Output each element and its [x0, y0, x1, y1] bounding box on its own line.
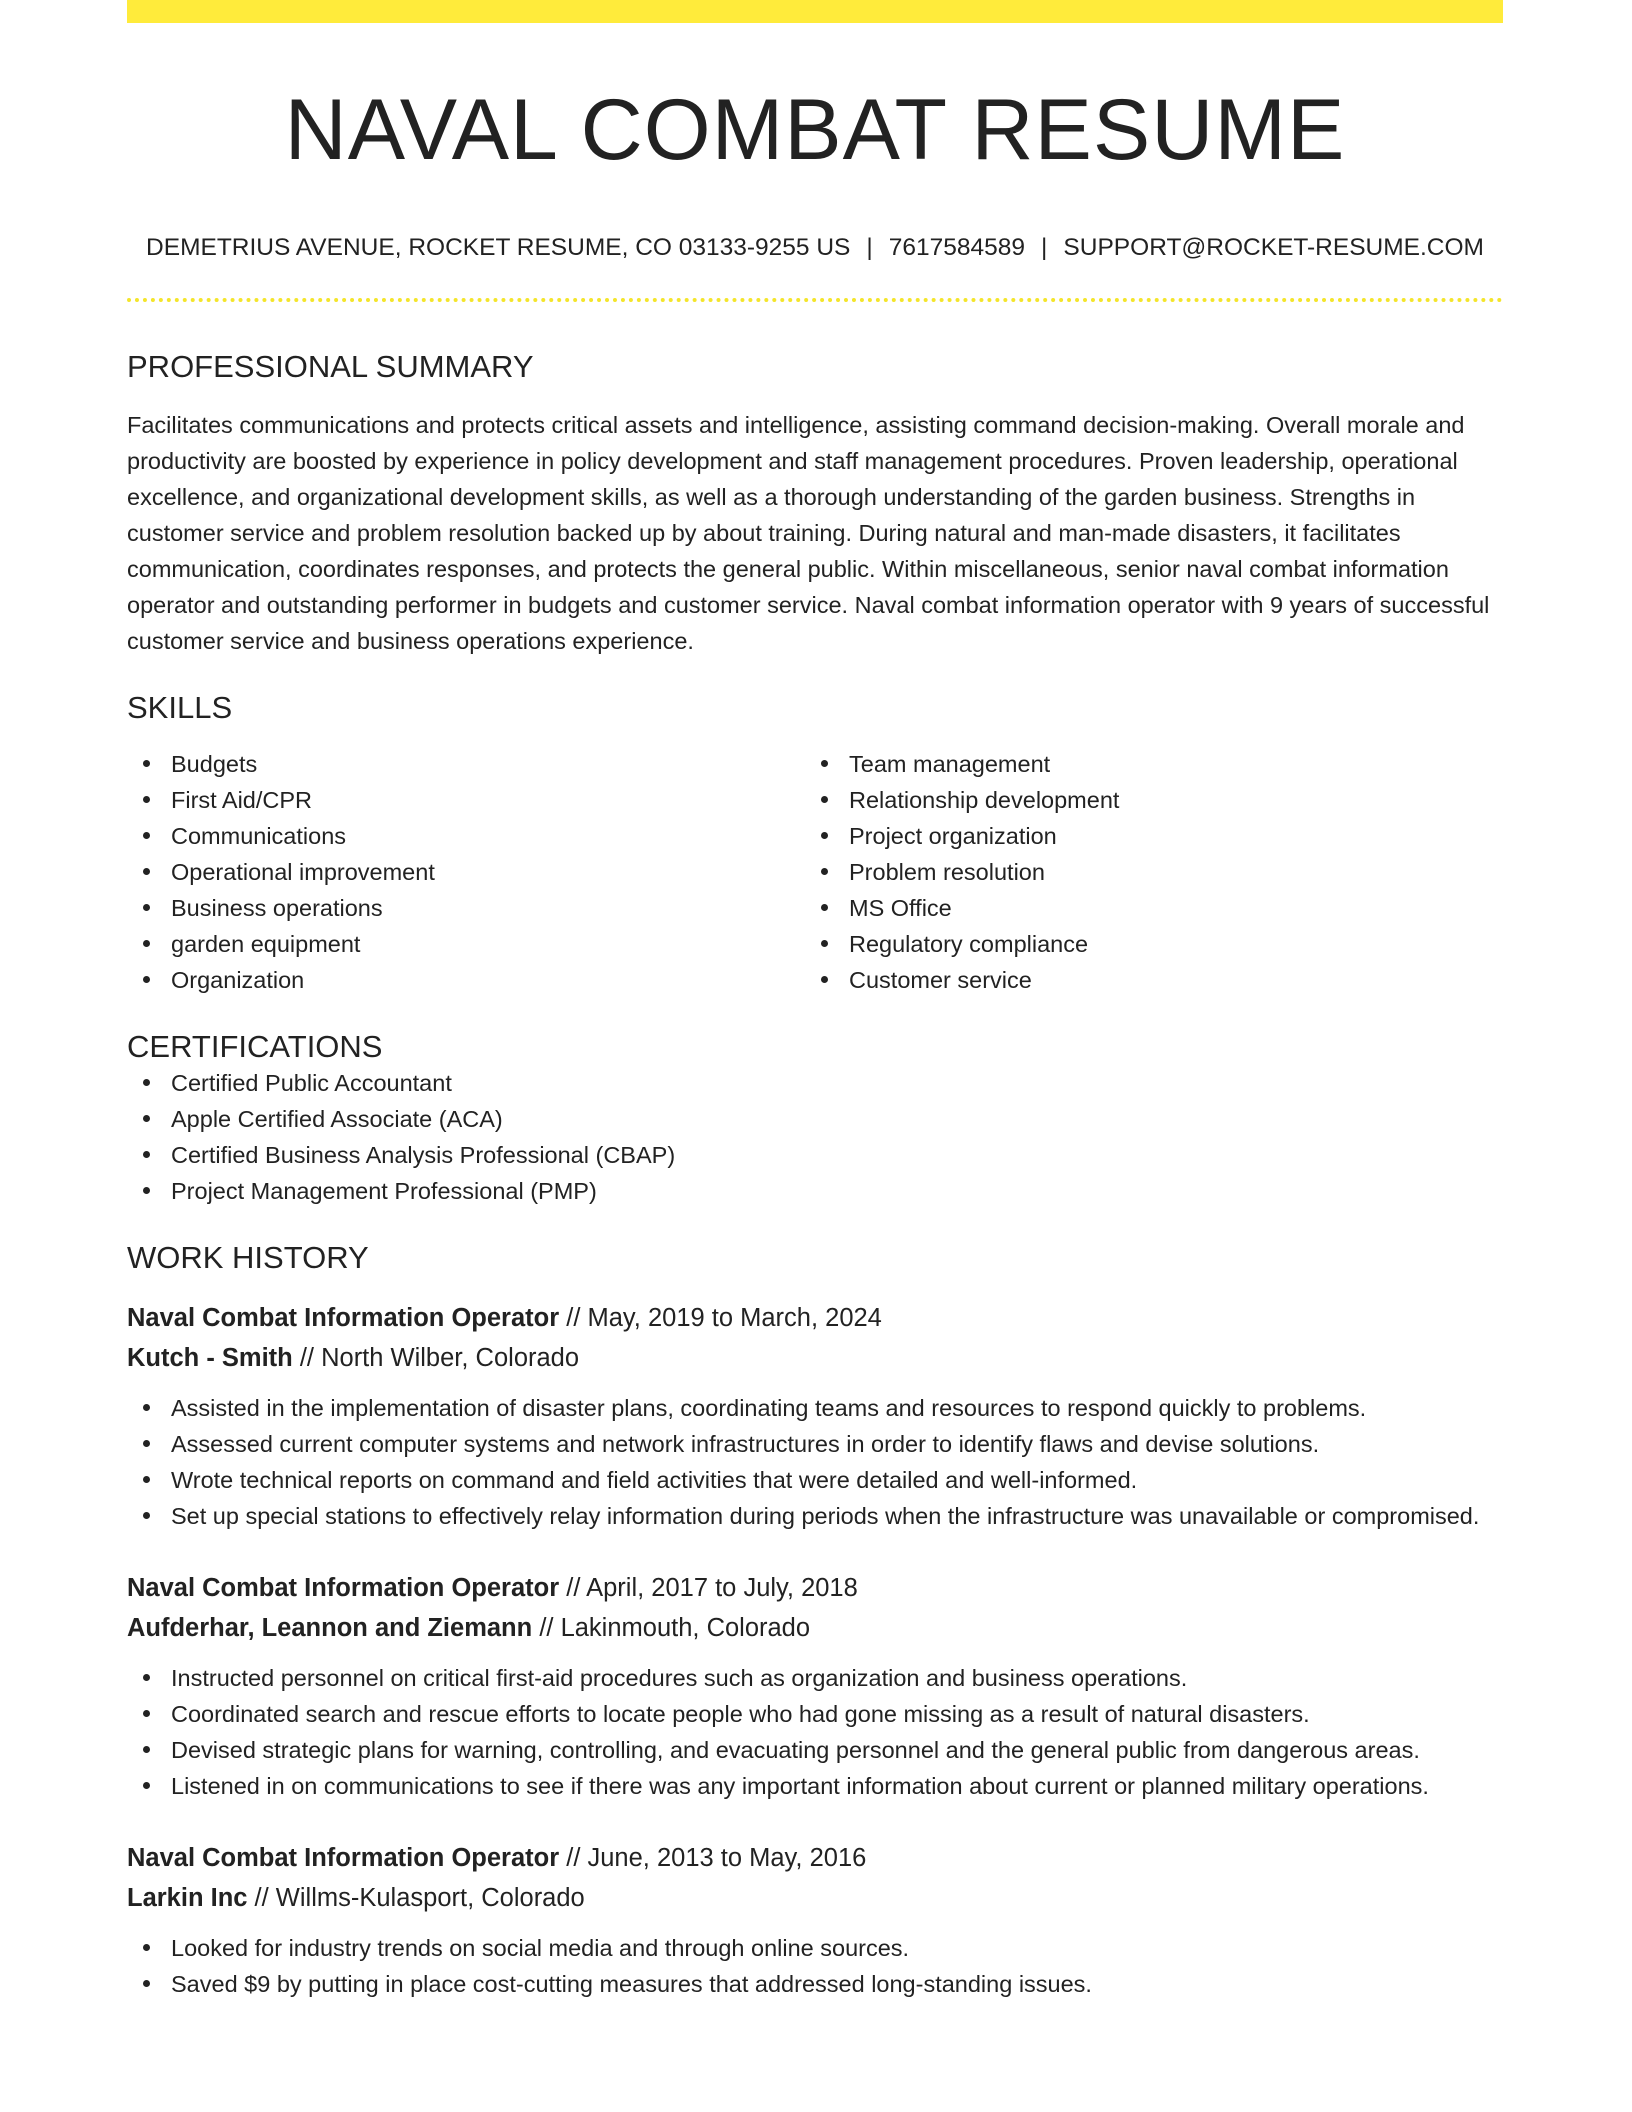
skill-item: Communications: [127, 818, 805, 854]
contact-separator: |: [1041, 233, 1048, 261]
skill-item: Budgets: [127, 746, 805, 782]
job-title-line: [127, 1298, 1503, 1338]
skills-heading: SKILLS: [127, 689, 233, 725]
job-location: // North Wilber, Colorado: [299, 1344, 580, 1373]
certification-item: Certified Business Analysis Professional (CBAP): [127, 1137, 1503, 1173]
job-entry: [127, 1838, 1503, 2002]
skill-item: Business operations: [127, 890, 805, 926]
job-dates: // May, 2019 to March, 2024: [566, 1304, 882, 1333]
job-title: Naval Combat Information Operator: [127, 1844, 560, 1873]
job-entry: [127, 1298, 1503, 1534]
job-bullets: [127, 1660, 1503, 1804]
skill-item: Organization: [127, 962, 805, 998]
skill-item: Team management: [805, 746, 1483, 782]
skill-item: Customer service: [805, 962, 1483, 998]
resume-content: [127, 0, 1503, 2002]
skill-item: Regulatory compliance: [805, 926, 1483, 962]
skill-item: Relationship development: [805, 782, 1483, 818]
job-title-line: [127, 1568, 1503, 1608]
job-bullet: Coordinated search and rescue efforts to locate people who had gone missing as a result of natural disasters.: [127, 1696, 1503, 1732]
skills-left-list: [127, 746, 805, 998]
job-location: // Willms-Kulasport, Colorado: [254, 1884, 585, 1913]
skill-item: Problem resolution: [805, 854, 1483, 890]
job-company: Larkin Inc: [127, 1884, 248, 1913]
job-bullets: [127, 1390, 1503, 1534]
contact-address: DEMETRIUS AVENUE, ROCKET RESUME, CO 03133-9255 US: [146, 233, 851, 261]
skill-item: First Aid/CPR: [127, 782, 805, 818]
skill-item: Operational improvement: [127, 854, 805, 890]
job-dates: // June, 2013 to May, 2016: [566, 1844, 867, 1873]
job-company-line: [127, 1608, 1503, 1648]
job-title: Naval Combat Information Operator: [127, 1304, 560, 1333]
job-dates: // April, 2017 to July, 2018: [566, 1574, 858, 1603]
job-company: Aufderhar, Leannon and Ziemann: [127, 1614, 533, 1643]
top-accent-bar: [127, 0, 1503, 23]
job-location: // Lakinmouth, Colorado: [539, 1614, 811, 1643]
job-company: Kutch - Smith: [127, 1344, 293, 1373]
job-bullet: Saved $9 by putting in place cost-cutting measures that addressed long-standing issues.: [127, 1966, 1503, 2002]
summary-heading: PROFESSIONAL SUMMARY: [127, 348, 534, 384]
contact-email: SUPPORT@ROCKET-RESUME.COM: [1063, 233, 1484, 261]
certification-item: Project Management Professional (PMP): [127, 1173, 1503, 1209]
resume-title: NAVAL COMBAT RESUME: [284, 82, 1346, 178]
dotted-divider: [127, 298, 1503, 302]
job-bullet: Set up special stations to effectively relay information during periods when the infrastructure was unavailable or compromised.: [127, 1498, 1503, 1534]
skills-right-list: [805, 746, 1483, 998]
certification-item: Certified Public Accountant: [127, 1065, 1503, 1101]
certifications-list: [127, 1065, 1503, 1209]
skills-columns: [127, 746, 1503, 998]
job-title: Naval Combat Information Operator: [127, 1574, 560, 1603]
job-bullet: Assessed current computer systems and network infrastructures in order to identify flaws and devise solutions.: [127, 1426, 1503, 1462]
skill-item: MS Office: [805, 890, 1483, 926]
job-bullet: Looked for industry trends on social media and through online sources.: [127, 1930, 1503, 1966]
job-company-line: [127, 1338, 1503, 1378]
certification-item: Apple Certified Associate (ACA): [127, 1101, 1503, 1137]
job-bullets: [127, 1930, 1503, 2002]
contact-separator: |: [866, 233, 873, 261]
summary-text: Facilitates communications and protects critical assets and intelligence, assisting command decision-making. Overall morale and productivity are boosted by experience in policy development and staff management procedures. Proven leadership, operational excellence, and organizational development skills, as well as a thorough understanding of the garden business. Strengths in customer service and problem resolution backed up by about training. During natural and man-made disasters, it facilitates communication, coordinates responses, and protects the general public. Within miscellaneous, senior naval combat information operator and outstanding performer in budgets and customer service. Naval combat information operator with 9 years of successful customer service and business operations experience.: [127, 411, 1490, 654]
contact-line: [127, 234, 1503, 262]
contact-phone: 7617584589: [888, 233, 1026, 261]
job-company-line: [127, 1878, 1503, 1918]
job-bullet: Listened in on communications to see if there was any important information about current or planned military operations.: [127, 1768, 1503, 1804]
skill-item: Project organization: [805, 818, 1483, 854]
job-title-line: [127, 1838, 1503, 1878]
job-bullet: Instructed personnel on critical first-aid procedures such as organization and business operations.: [127, 1660, 1503, 1696]
work-history-heading: WORK HISTORY: [127, 1240, 369, 1276]
job-bullet: Wrote technical reports on command and field activities that were detailed and well-informed.: [127, 1462, 1503, 1498]
job-entry: [127, 1568, 1503, 1804]
certifications-heading: CERTIFICATIONS: [127, 1028, 383, 1064]
job-bullet: Assisted in the implementation of disaster plans, coordinating teams and resources to respond quickly to problems.: [127, 1390, 1503, 1426]
skill-item: garden equipment: [127, 926, 805, 962]
job-bullet: Devised strategic plans for warning, controlling, and evacuating personnel and the general public from dangerous areas.: [127, 1732, 1503, 1768]
